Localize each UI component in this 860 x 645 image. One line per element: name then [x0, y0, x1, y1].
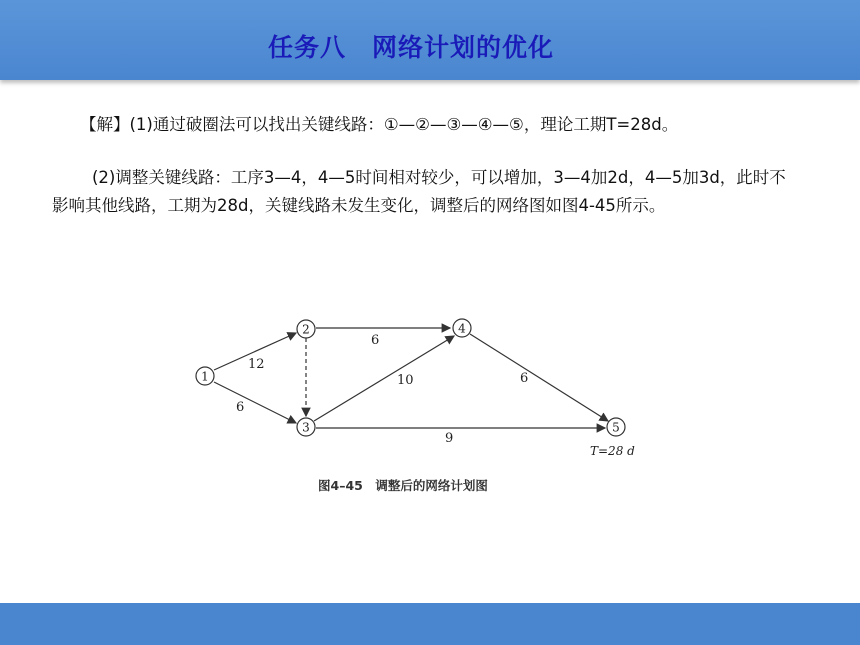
figure-caption: 图4–45 调整后的网络计划图: [318, 478, 488, 493]
node-3: [297, 418, 315, 436]
node-5: [607, 418, 625, 436]
page-title: 任务八 网络计划的优化: [268, 33, 555, 62]
svg-text:4: 4: [458, 321, 466, 336]
solution-paragraph-2: (2)调整关键线路：工序3—4，4—5时间相对较少，可以增加，3—4加2d，4—5加3d，此时不影响其他线路，工期为28d，关键线路未发生变化，调整后的网络图如图4-45所示。: [52, 168, 786, 215]
svg-text:2: 2: [302, 322, 310, 337]
edge-4-5: [470, 334, 608, 421]
node-1: [196, 367, 214, 385]
edge-label-3-4: 10: [397, 373, 414, 388]
edge-3-4: [314, 336, 454, 421]
edge-label-2-4: 6: [371, 333, 380, 348]
edge-label-3-5: 9: [445, 431, 454, 446]
node-2: [297, 320, 315, 338]
duration-label: T=28 d: [590, 444, 635, 458]
solution-paragraph-1: 【解】(1)通过破圈法可以找出关键线路：①—②—③—④—⑤，理论工期T=28d。: [80, 115, 679, 134]
edge-label-1-2: 12: [248, 357, 265, 372]
network-diagram: [190, 310, 640, 500]
svg-text:1: 1: [201, 369, 209, 384]
header-bar: [0, 0, 860, 80]
svg-text:3: 3: [302, 420, 310, 435]
network-diagram-figure: [190, 310, 640, 500]
footer-bar: [0, 603, 860, 645]
edge-1-3: [214, 382, 296, 423]
svg-text:5: 5: [612, 420, 620, 435]
edge-label-1-3: 6: [236, 400, 245, 415]
edge-label-4-5: 6: [520, 371, 529, 386]
node-4: [453, 319, 471, 337]
